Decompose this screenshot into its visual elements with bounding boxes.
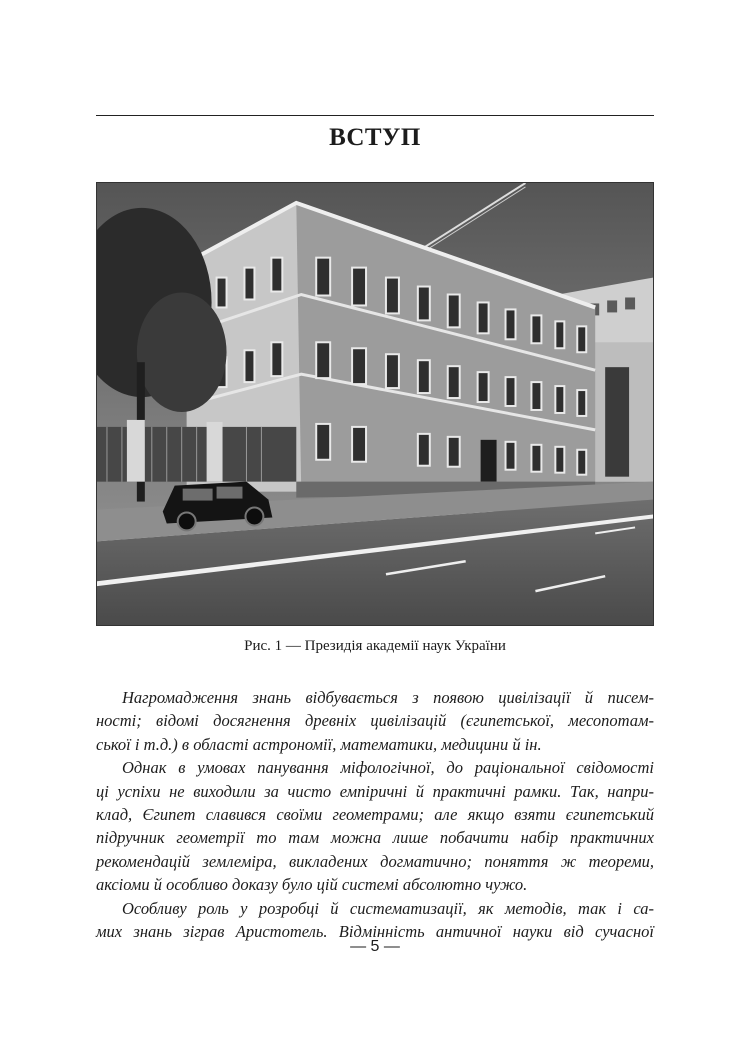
text-line: Однак в умовах панування міфологічної, до раціональної свідомості (122, 758, 654, 778)
text-line: Нагромадження знань відбувається з появою цивілізації й писем- (122, 688, 654, 707)
text-line: мих знань зіграв Аристотель. Відмінність античної науки від сучасної (96, 922, 654, 942)
paragraph (96, 756, 654, 896)
chapter-title: ВСТУП (329, 124, 421, 151)
building-photo (96, 182, 654, 626)
text-line: Особливу роль у розробці й систематизації, як методів, так і са- (122, 898, 654, 918)
text-line: підручник геометрії то там можна лише побачити набір практичних (96, 828, 654, 848)
text-line: ності; відомі досягнення древніх цивілізацій (єгипетської, месопотам- (96, 711, 654, 731)
paragraph (96, 897, 654, 944)
body-text (96, 686, 654, 943)
figure-caption: Рис. 1 — Президія академії наук України (244, 638, 506, 654)
text-line: ської і т.д.) в області астрономії, математики, медицини й ін. (96, 734, 542, 754)
paragraph (96, 686, 654, 756)
text-line: ці успіхи не виходили за чисто емпіричні й практичні рамки. Так, напри- (96, 781, 654, 801)
header-rule (96, 115, 654, 116)
building-photo-illustration (97, 183, 653, 625)
text-line: аксіоми й особливо доказу було цій системі абсолютно чужо. (96, 875, 528, 895)
text-line: рекомендацій землеміра, викладених догматично; поняття ж теореми, (96, 851, 654, 871)
page-number: — 5 — (350, 938, 400, 955)
text-line: клад, Єгипет славився своїми геометрами; але якщо взяти єгипетський (96, 805, 654, 825)
